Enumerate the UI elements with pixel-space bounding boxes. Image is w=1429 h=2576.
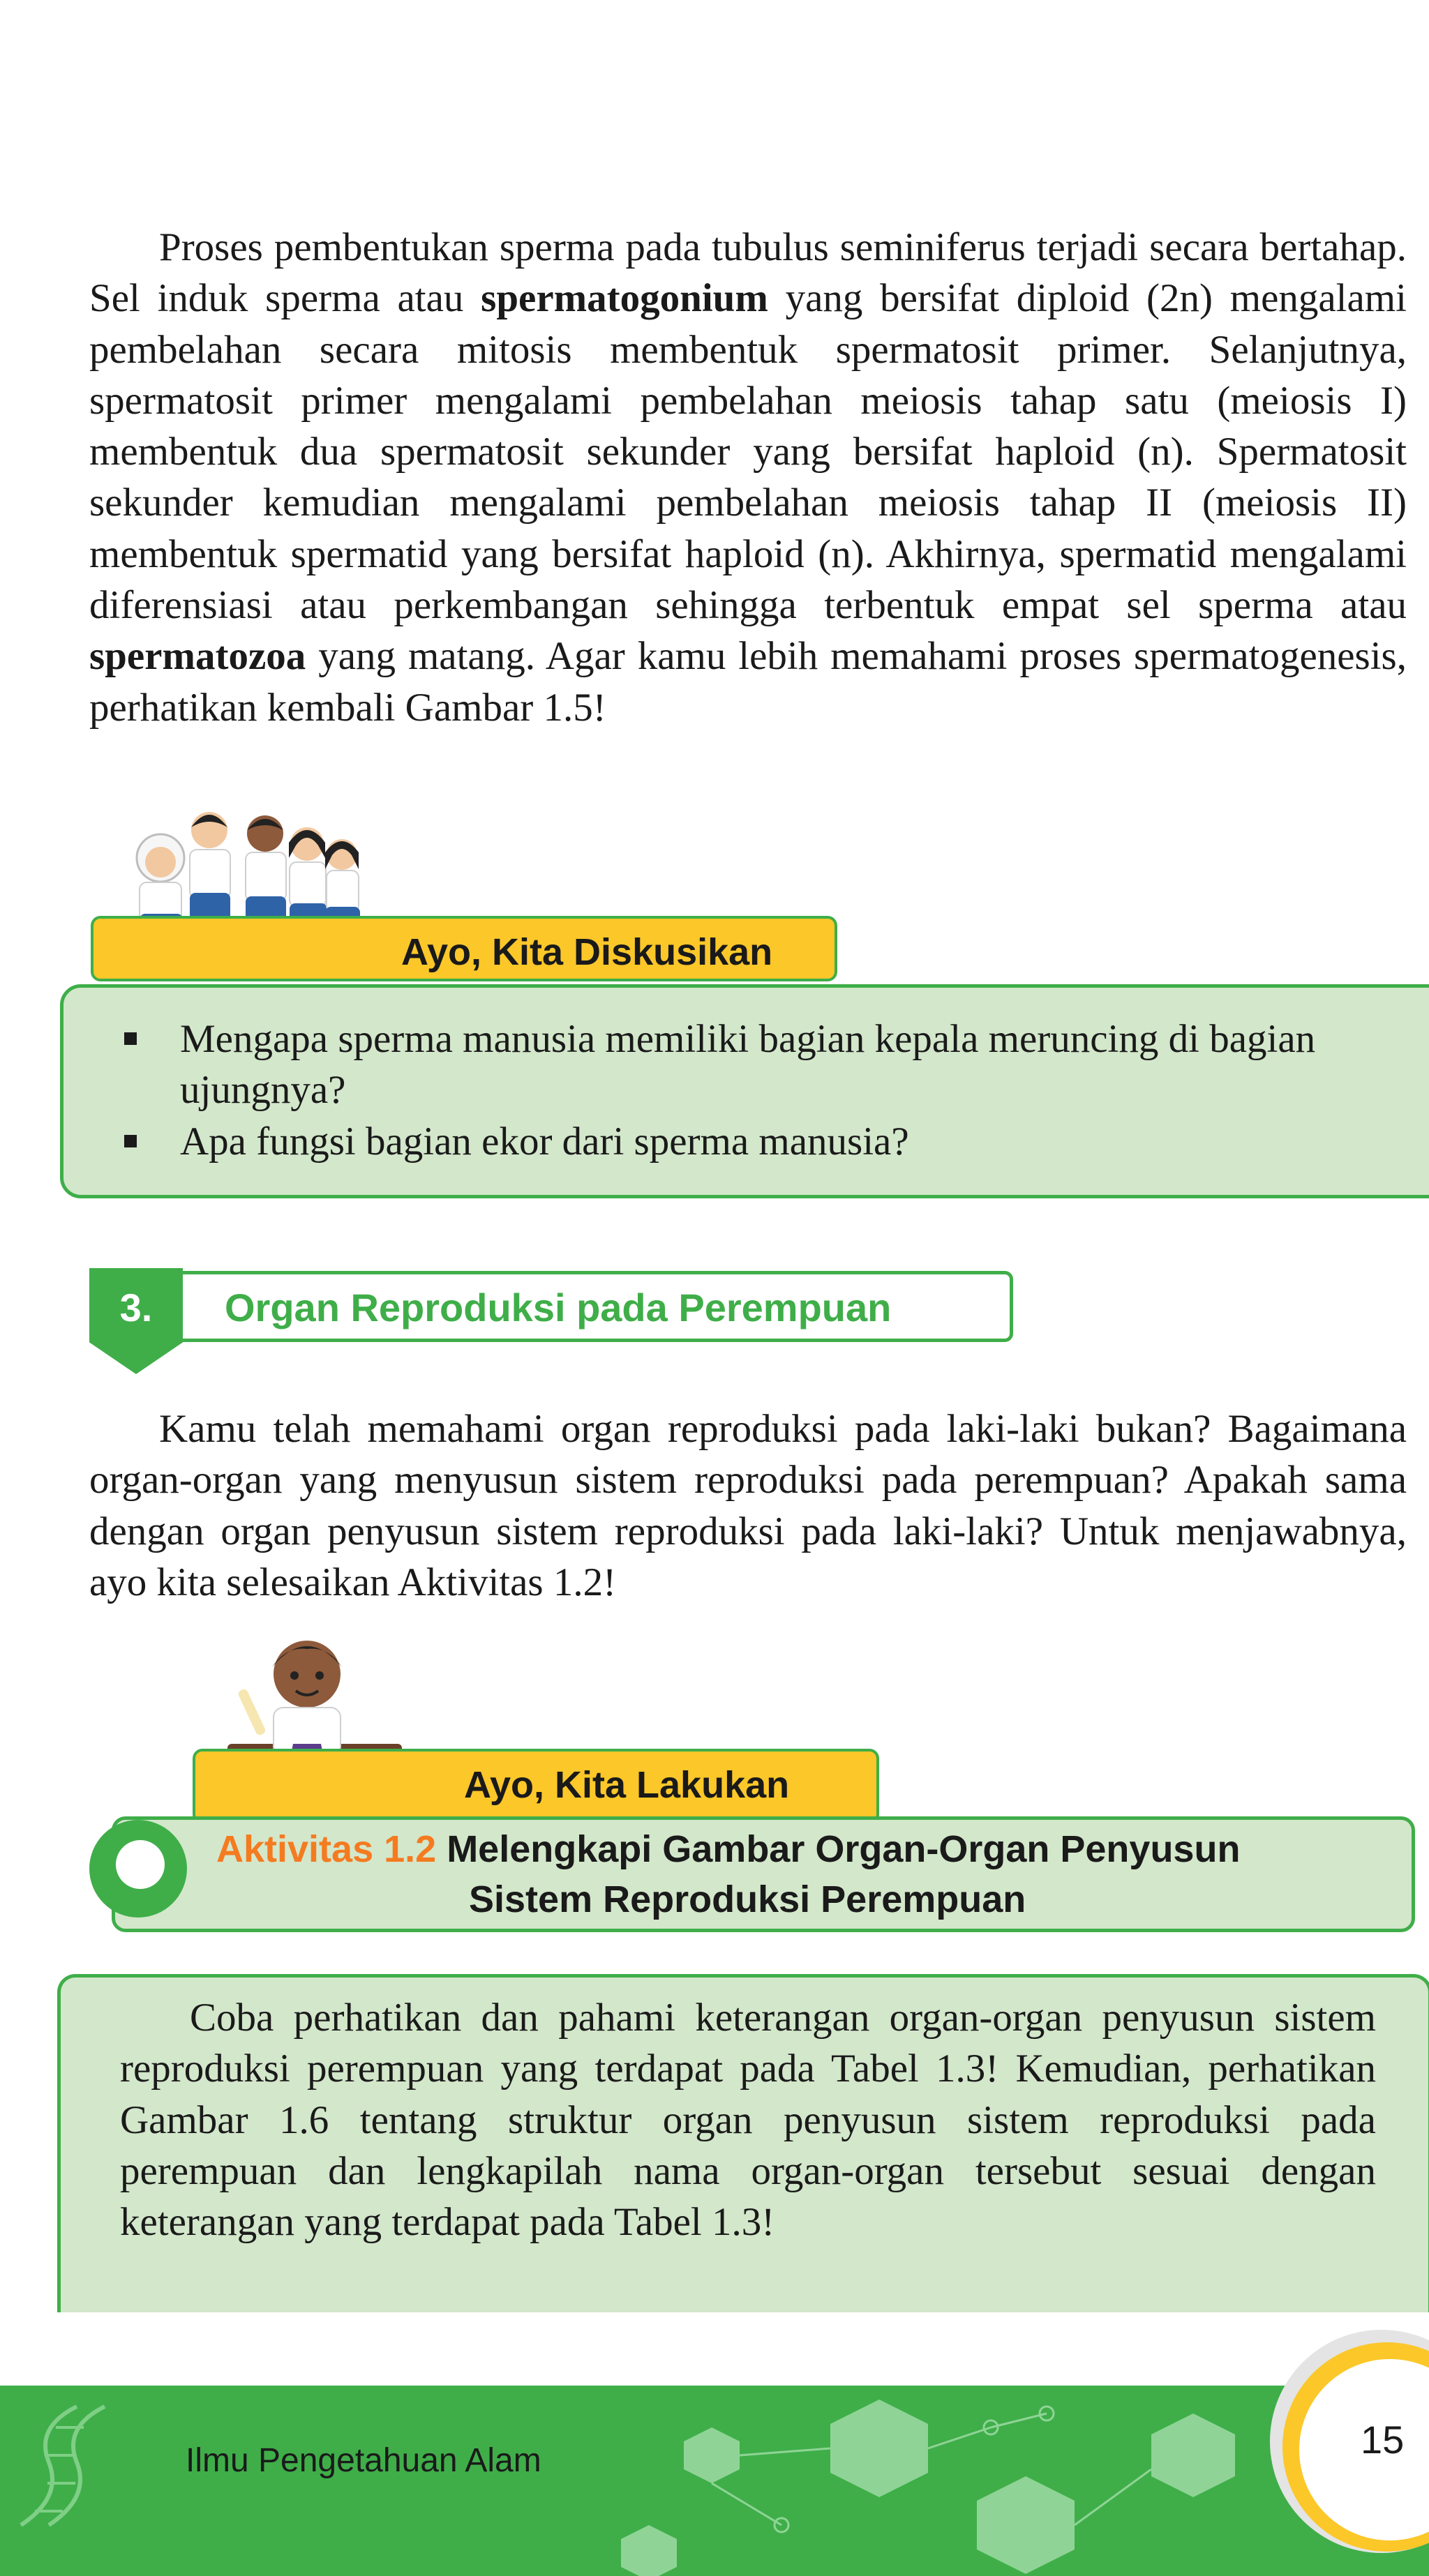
term-spermatozoa: spermatozoa — [89, 634, 306, 679]
bullet-icon — [124, 1135, 137, 1147]
activity-title-line2: Sistem Reproduksi Perempuan — [469, 1878, 1026, 1920]
discussion-list — [119, 1014, 1389, 1167]
discussion-item — [119, 1014, 1389, 1116]
paragraph-text: Proses pembentukan sperma pada tubulus seminiferus terjadi secara bertahap. Sel induk sperma atau — [89, 225, 1407, 321]
discussion-item — [119, 1116, 1389, 1167]
discussion-item-text: Mengapa sperma manusia memiliki bagian kepala meruncing di bagian ujungnya? — [180, 1017, 1316, 1113]
dna-icon — [7, 2400, 147, 2539]
activity-label: Aktivitas 1.2 — [216, 1828, 437, 1870]
activity-circle-inner — [116, 1840, 165, 1889]
body-paragraph-intro: Kamu telah memahami organ reproduksi pada laki-laki bukan? Bagaimana organ-organ yang menyusun sistem reproduksi pada perempuan? Apakah sama dengan organ penyusun sistem reproduksi pada laki-laki? Untuk menjawabnya, ayo kita selesaikan Aktivitas 1.2! — [89, 1407, 1407, 1604]
paragraph-text: yang bersifat diploid (2n) mengalami pembelahan secara mitosis membentuk spermatosit primer. Selanjutnya, spermatosit primer mengalami pembelahan meiosis tahap satu (meiosis I) membentuk dua spermatosit sekunder yang bersifat haploid (n). Spermatosit sekunder kemudian mengalami pembelahan meiosis tahap II (meiosis II) membentuk spermatid yang bersifat haploid (n). Akhirnya, spermatid mengalami diferensiasi atau perkembangan sehingga terbentuk empat sel sperma atau — [89, 276, 1407, 628]
activity-instruction-text: Coba perhatikan dan pahami keterangan organ-organ penyusun sistem reproduksi perempuan yang terdapat pada Tabel 1.3! Kemudian, perhatikan Gambar 1.6 tentang struktur organ penyusun sistem reproduksi pada perempuan dan lengkapilah nama organ-organ tersebut sesuai dengan keterangan yang terdapat pada Tabel 1.3! — [120, 1996, 1376, 2245]
bullet-icon — [124, 1032, 137, 1045]
activity-title-line1 — [216, 1828, 1240, 1871]
section-number: 3. — [119, 1286, 153, 1330]
discussion-item-text: Apa fungsi bagian ekor dari sperma manusia? — [180, 1119, 909, 1163]
page-number: 15 — [1361, 2418, 1405, 2462]
activity-title-text: Melengkapi Gambar Organ-Organ Penyusun — [447, 1828, 1241, 1870]
paragraph-text: yang matang. Agar kamu lebih memahami proses spermatogenesis, perhatikan kembali Gambar 1.5! — [89, 634, 1407, 730]
discussion-title: Ayo, Kita Diskusikan — [401, 931, 773, 973]
section-title: Organ Reproduksi pada Perempuan — [225, 1286, 892, 1330]
activity-tab-title: Ayo, Kita Lakukan — [464, 1764, 790, 1806]
footer-subject: Ilmu Pengetahuan Alam — [186, 2442, 541, 2479]
molecule-hexagons-decoration — [572, 2386, 1270, 2576]
body-paragraph-spermatogenesis — [89, 222, 1407, 733]
term-spermatogonium: spermatogonium — [481, 276, 768, 321]
